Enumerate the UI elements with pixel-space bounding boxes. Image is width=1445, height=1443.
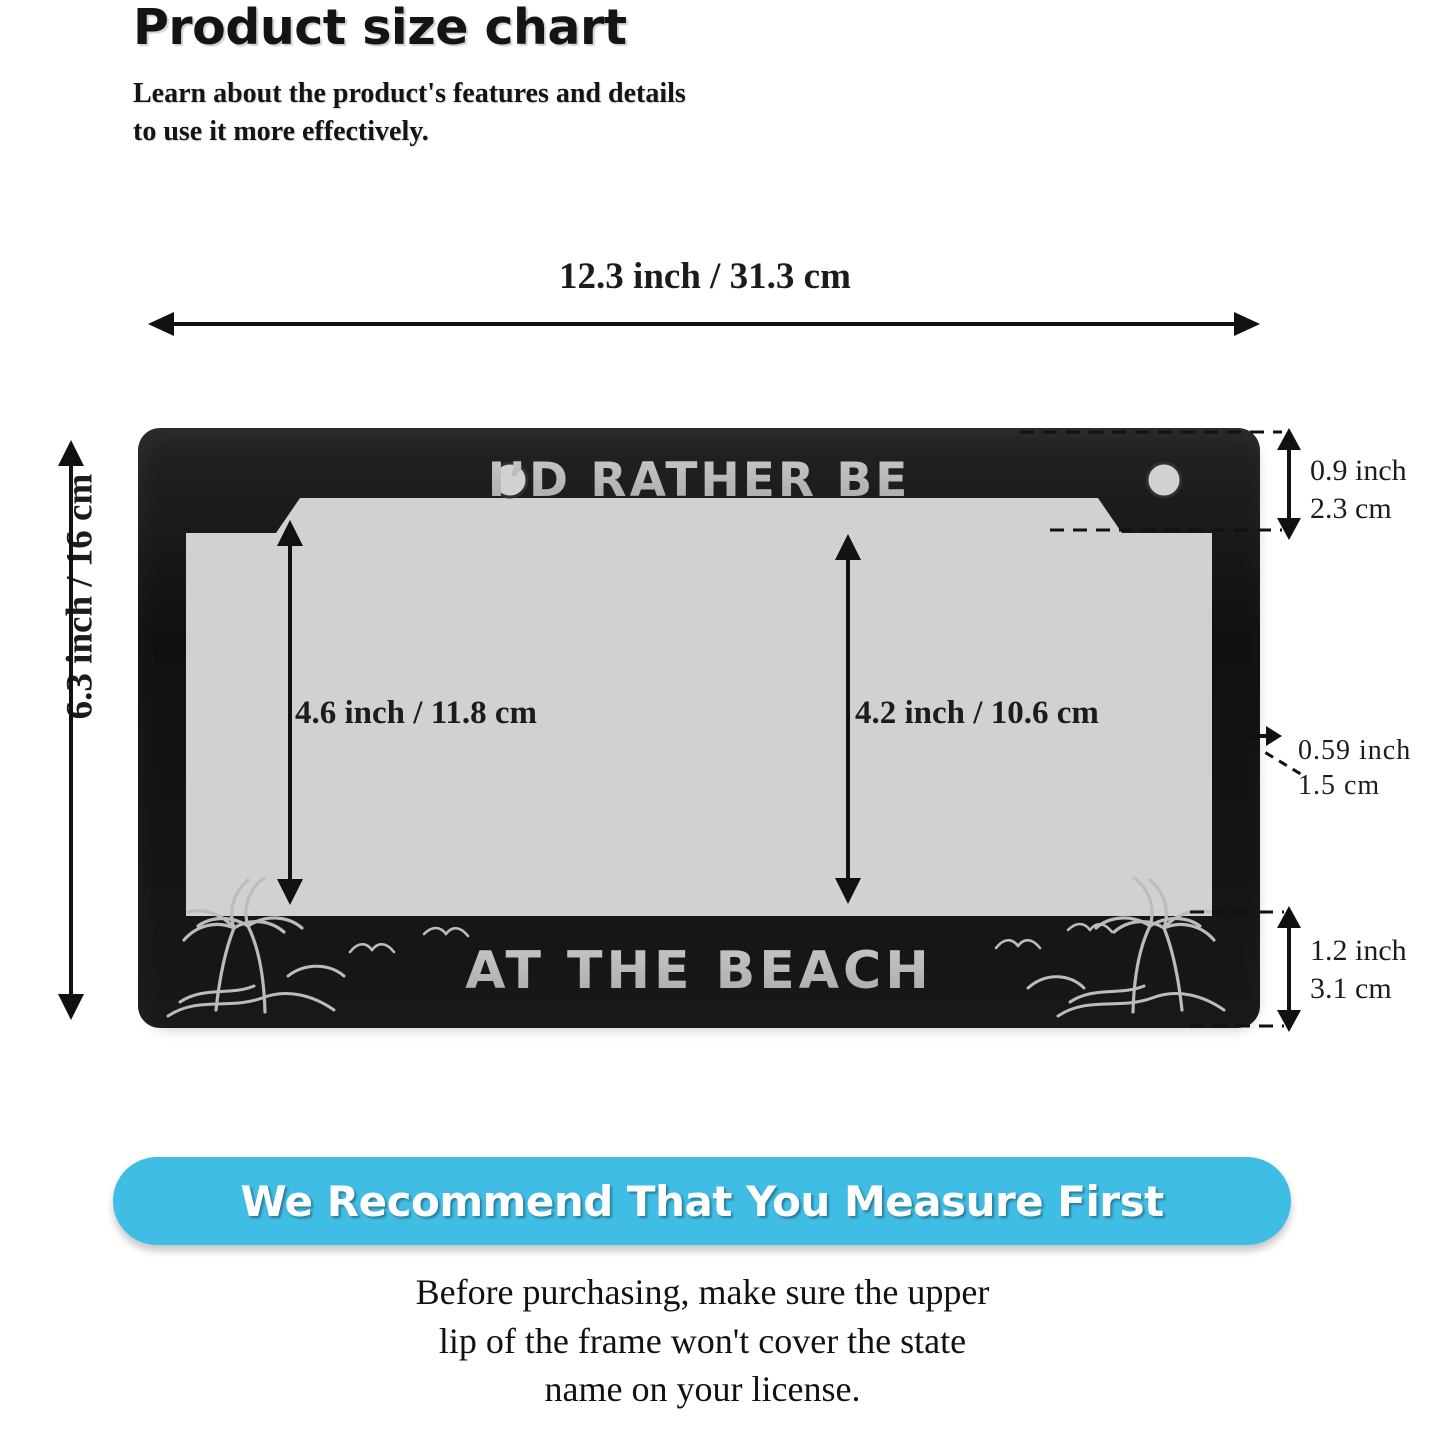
height-dimension-arrow	[58, 440, 84, 1020]
recommendation-banner-text: We Recommend That You Measure First	[240, 1176, 1164, 1226]
inner-left-dimension-arrow	[275, 520, 305, 905]
bottom-lip-annotation-line2: 3.1 cm	[1310, 971, 1392, 1005]
top-lip-annotation-line2: 2.3 cm	[1310, 491, 1392, 525]
bottom-lip-dimension-arrow	[1276, 906, 1302, 1032]
side-rail-annotation-line2: 1.5 cm	[1298, 770, 1381, 801]
height-dimension-label: 6.3 inch / 16 cm	[59, 473, 101, 720]
top-lip-annotation	[1310, 452, 1407, 527]
plate-bottom-text: AT THE BEACH	[465, 941, 933, 1001]
header-block	[133, 2, 1233, 151]
footer-note	[130, 1268, 1275, 1414]
page-title: Product size chart	[133, 0, 627, 56]
top-lip-dimension-arrow	[1276, 428, 1302, 540]
page-subtitle-line1: Learn about the product's features and details	[133, 78, 686, 110]
footer-note-line1: Before purchasing, make sure the upper	[415, 1272, 990, 1312]
bottom-lip-annotation-line1: 1.2 inch	[1310, 934, 1407, 967]
footer-note-line3: name on your license.	[544, 1369, 861, 1410]
side-rail-annotation-line1: 0.59 inch	[1298, 735, 1412, 766]
inner-left-dimension-label: 4.6 inch / 11.8 cm	[295, 695, 538, 731]
footer-note-line2: lip of the frame won't cover the state	[438, 1320, 967, 1361]
top-lip-leader-lines	[1020, 428, 1300, 538]
page-subtitle	[133, 75, 1233, 151]
recommendation-banner	[113, 1157, 1291, 1245]
width-dimension-label: 12.3 inch / 31.3 cm	[559, 256, 851, 297]
inner-right-dimension-label: 4.2 inch / 10.6 cm	[855, 695, 1099, 731]
side-rail-annotation	[1298, 733, 1411, 803]
bottom-lip-annotation	[1310, 932, 1407, 1007]
plate-top-text: I’D RATHER BE	[487, 453, 911, 508]
page-subtitle-line2: to use it more effectively.	[133, 116, 429, 148]
top-lip-annotation-line1: 0.9 inch	[1310, 454, 1407, 487]
width-dimension-arrow	[148, 312, 1260, 336]
inner-right-dimension-arrow	[833, 534, 863, 904]
